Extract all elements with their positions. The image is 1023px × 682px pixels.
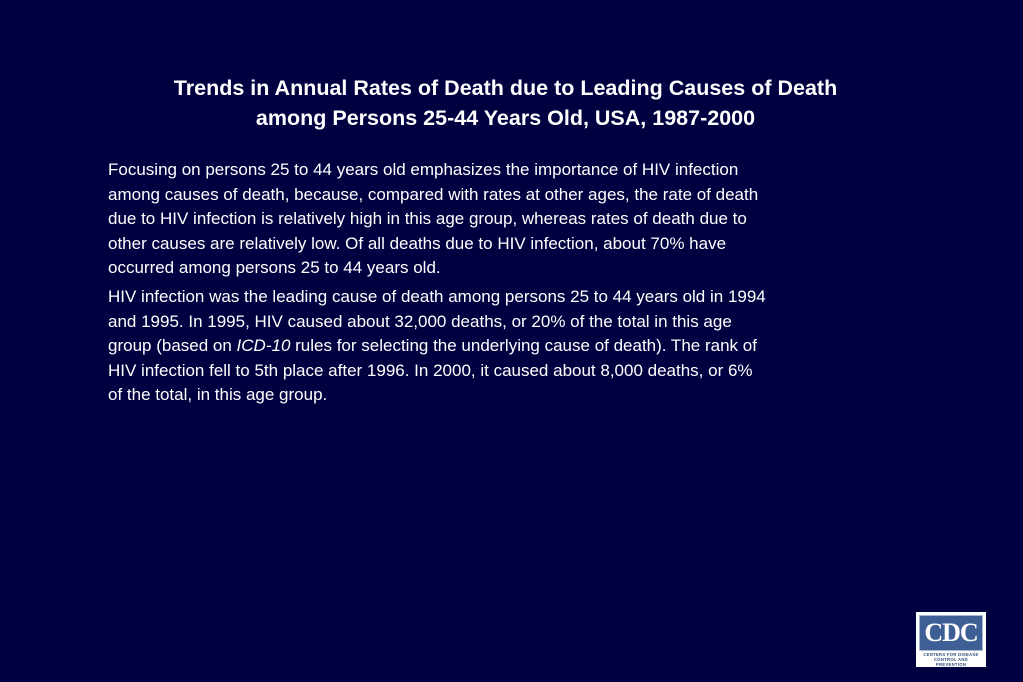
cdc-logo-box — [919, 615, 983, 651]
slide-title-line-1: Trends in Annual Rates of Death due to Leading Causes of Death — [173, 76, 838, 100]
slide-title — [60, 73, 951, 133]
icd-10-italic: ICD-10 — [236, 336, 291, 356]
paragraph-1-line: among causes of death, because, compared with rates at other ages, the rate of death — [108, 184, 759, 204]
cdc-logo-mark: CDC — [924, 618, 978, 647]
paragraph-2-line: of the total, in this age group. — [108, 385, 328, 405]
paragraph-2 — [108, 285, 908, 408]
cdc-logo-subtitle — [919, 652, 983, 667]
paragraph-2-line — [108, 334, 908, 359]
paragraph-2-text-before-italic: group (based on — [108, 336, 237, 356]
paragraph-1-line: due to HIV infection is relatively high in this age group, whereas rates of death due to — [108, 209, 747, 229]
cdc-logo — [916, 612, 986, 667]
slide-title-line-2: among Persons 25-44 Years Old, USA, 1987-2000 — [255, 106, 756, 130]
paragraph-1 — [108, 158, 908, 281]
paragraph-1-line: Focusing on persons 25 to 44 years old emphasizes the importance of HIV infection — [108, 160, 739, 179]
paragraph-2-line: HIV infection was the leading cause of death among persons 25 to 44 years old in 1994 — [108, 286, 766, 306]
slide-body — [108, 158, 908, 412]
paragraph-1-line: other causes are relatively low. Of all deaths due to HIV infection, about 70% have — [108, 233, 727, 253]
paragraph-1-line: occurred among persons 25 to 44 years old. — [108, 258, 441, 278]
paragraph-2-line: HIV infection fell to 5th place after 1996. In 2000, it caused about 8,000 deaths, or 6% — [108, 360, 753, 380]
cdc-logo-subtitle-line: CONTROL AND PREVENTION — [933, 657, 968, 667]
cdc-logo-inner — [919, 615, 983, 667]
cdc-logo-subtitle-line: CENTERS FOR DISEASE — [923, 652, 979, 657]
paragraph-2-text-after-italic: rules for selecting the underlying cause of death). The rank of — [290, 336, 757, 356]
paragraph-2-line: and 1995. In 1995, HIV caused about 32,000 deaths, or 20% of the total in this age — [108, 311, 732, 331]
